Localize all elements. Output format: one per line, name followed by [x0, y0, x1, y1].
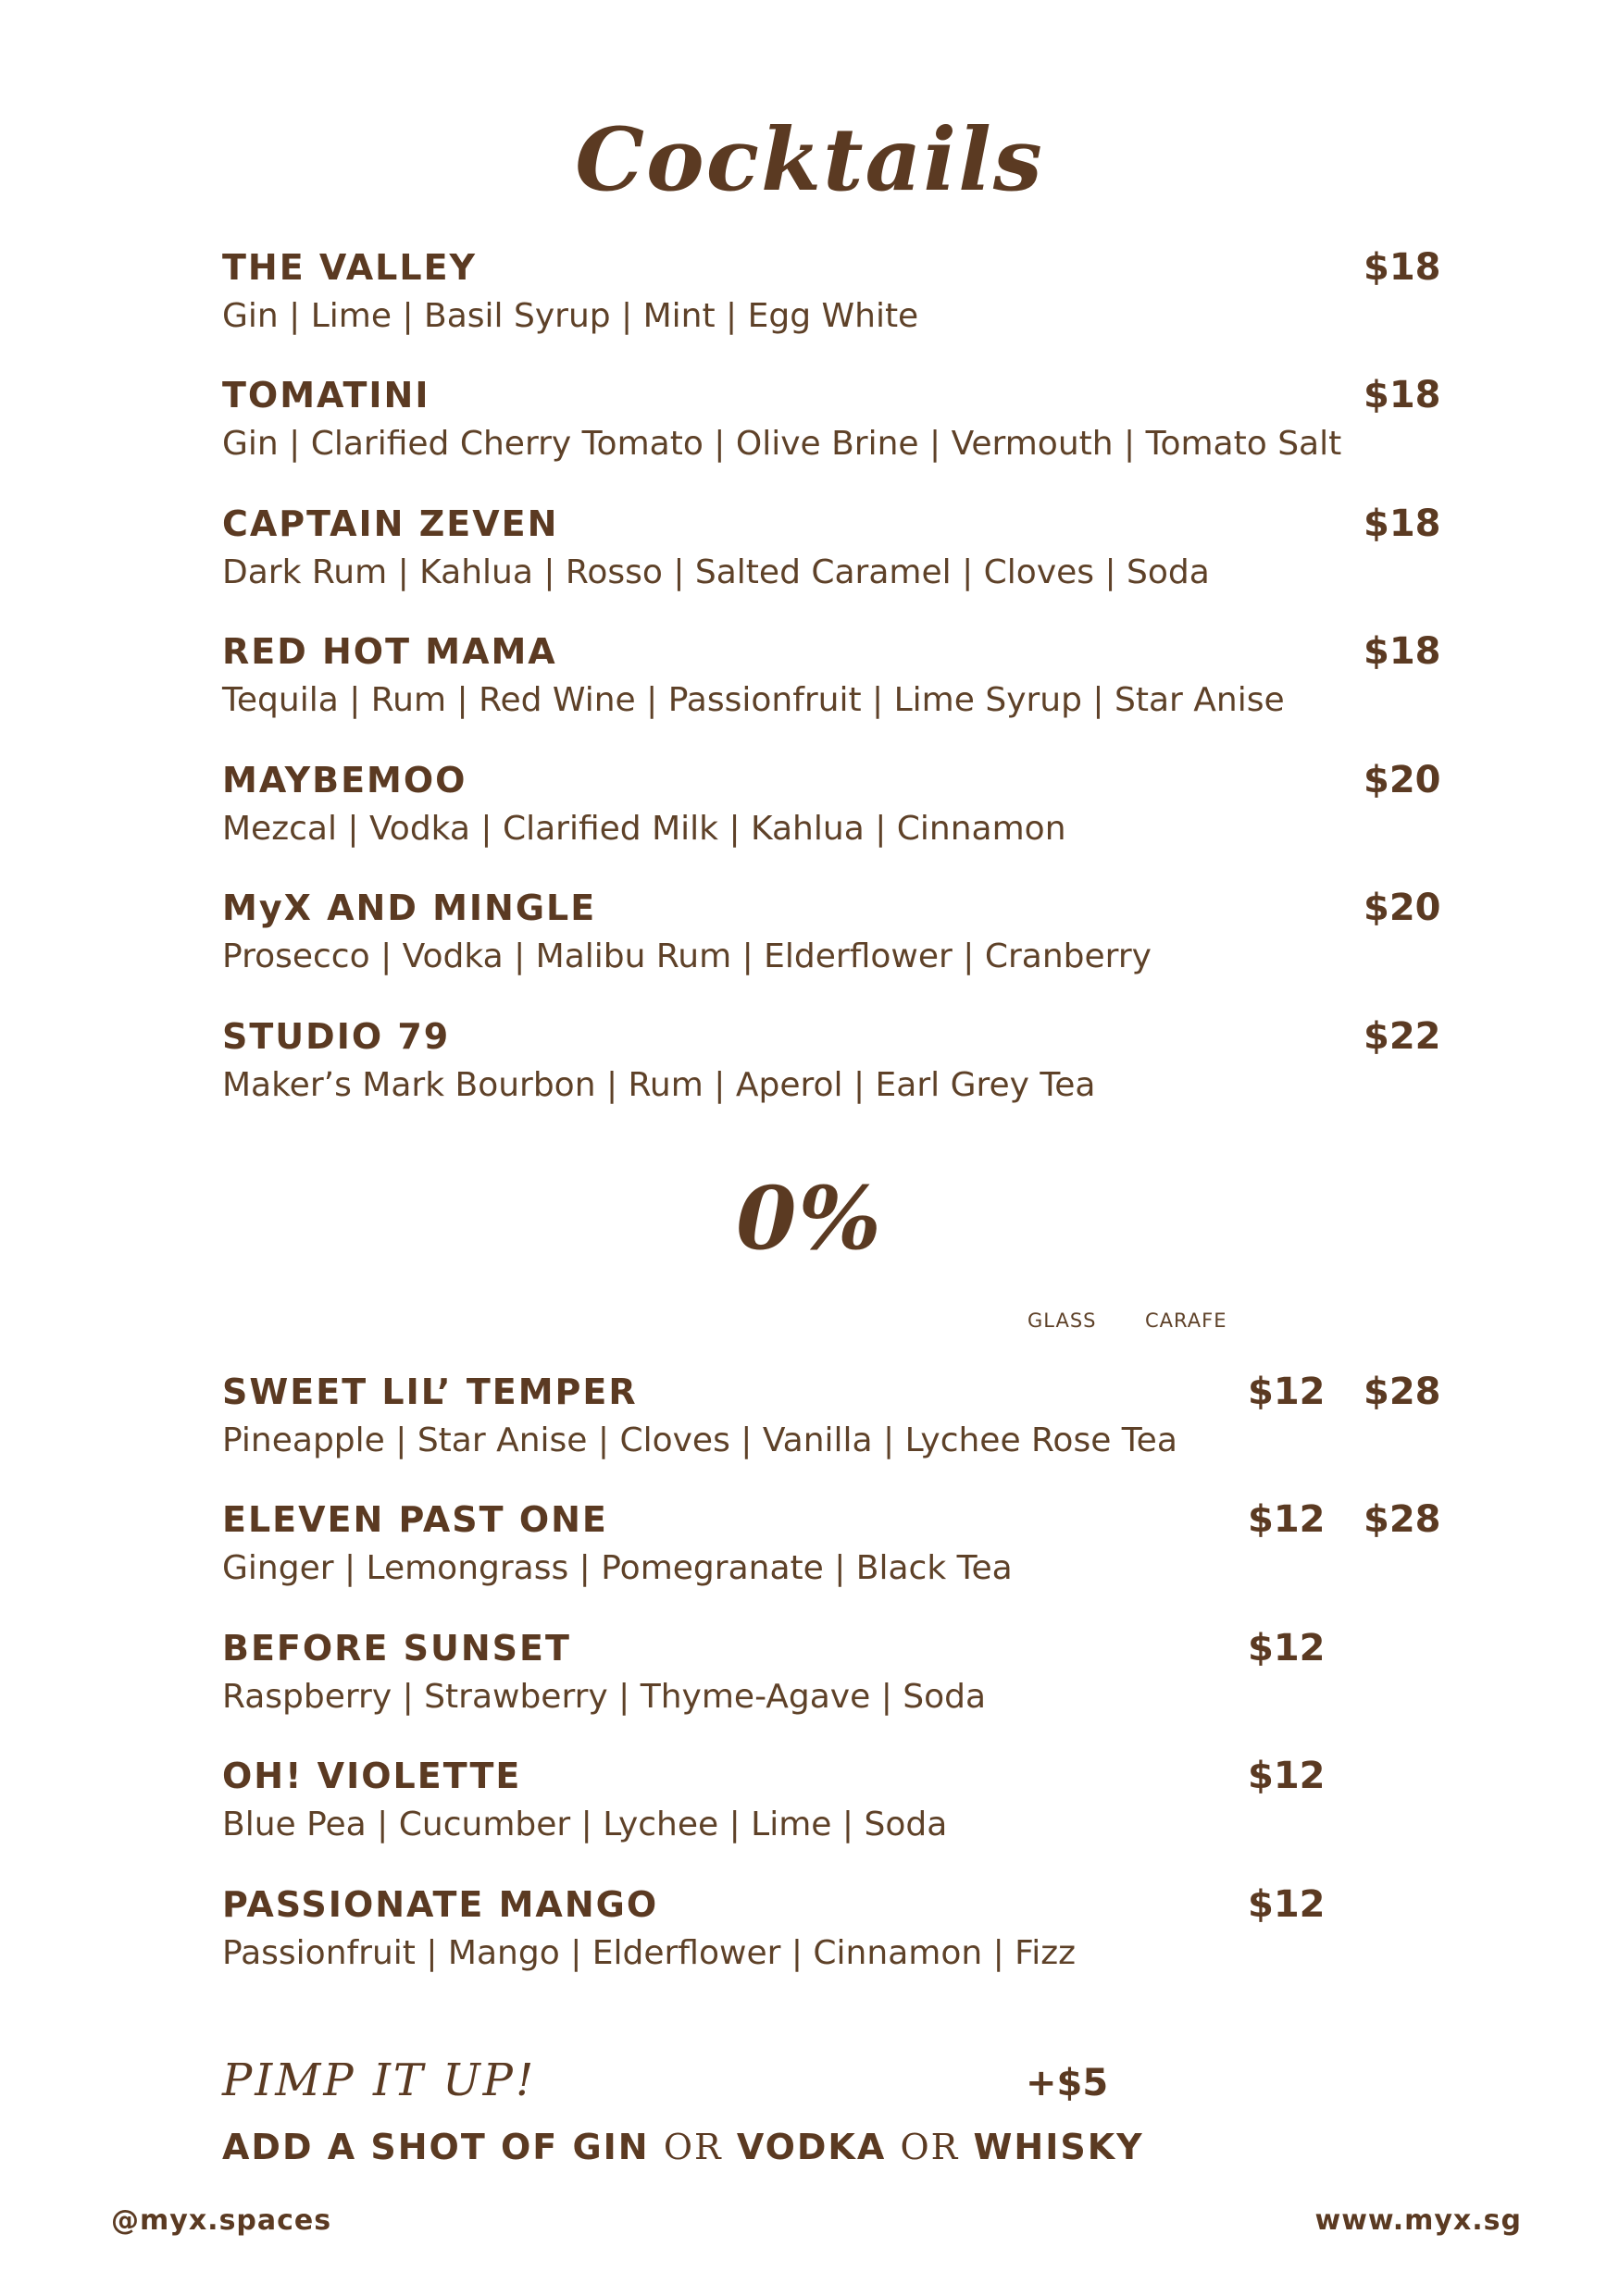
item-name: BEFORE SUNSET: [222, 1628, 571, 1669]
item-price: $18: [1364, 374, 1441, 416]
cocktail-item: [222, 245, 1444, 356]
cocktail-item: [222, 502, 1444, 613]
cocktail-item: [222, 373, 1444, 484]
pimp-desc-part: VODKA: [722, 2127, 901, 2167]
zero-item: [222, 1882, 1444, 1993]
item-desc: Ginger | Lemongrass | Pomegranate | Black Tea: [222, 1549, 1013, 1587]
item-name: THE VALLEY: [222, 247, 478, 288]
cocktail-item: [222, 758, 1444, 869]
zero-item: [222, 1370, 1444, 1481]
zero-item: [222, 1754, 1444, 1865]
carafe-price: $28: [1364, 1498, 1441, 1541]
item-price: $18: [1364, 246, 1441, 289]
or-word: OR: [900, 2127, 960, 2167]
item-name: SWEET LIL’ TEMPER: [222, 1371, 638, 1412]
zero-item: [222, 1626, 1444, 1737]
cocktail-item: [222, 1014, 1444, 1125]
item-price: $18: [1364, 630, 1441, 673]
item-desc: Tequila | Rum | Red Wine | Passionfruit | Lime Syrup | Star Anise: [222, 681, 1285, 719]
item-desc: Passionfruit | Mango | Elderflower | Cinnamon | Fizz: [222, 1934, 1077, 1972]
or-word: OR: [663, 2127, 723, 2167]
carafe-price: $28: [1364, 1371, 1441, 1413]
item-name: TOMATINI: [222, 375, 430, 416]
glass-price: $12: [1248, 1755, 1326, 1797]
pimp-it-up-title: PIMP IT UP!: [222, 2054, 537, 2106]
glass-price: $12: [1248, 1371, 1326, 1413]
item-price: $18: [1364, 503, 1441, 545]
item-name: PASSIONATE MANGO: [222, 1884, 659, 1925]
item-desc: Maker’s Mark Bourbon | Rum | Aperol | Earl Grey Tea: [222, 1066, 1096, 1104]
glass-price: $12: [1248, 1498, 1326, 1541]
instagram-handle: @myx.spaces: [111, 2204, 332, 2237]
glass-price: $12: [1248, 1627, 1326, 1669]
item-desc: Pineapple | Star Anise | Cloves | Vanilla | Lychee Rose Tea: [222, 1421, 1177, 1459]
carafe-column-header: CARAFE: [1145, 1309, 1227, 1332]
item-name: OH! VIOLETTE: [222, 1756, 522, 1796]
pimp-it-up-price: +$5: [1026, 2062, 1109, 2104]
item-desc: Prosecco | Vodka | Malibu Rum | Elderflower | Cranberry: [222, 937, 1152, 975]
zero-proof-title: 0%: [736, 1168, 883, 1270]
item-desc: Mezcal | Vodka | Clarified Milk | Kahlua | Cinnamon: [222, 810, 1066, 848]
pimp-desc-part: ADD A SHOT OF GIN: [222, 2127, 664, 2167]
item-name: RED HOT MAMA: [222, 631, 557, 672]
item-name: CAPTAIN ZEVEN: [222, 503, 559, 544]
glass-column-header: GLASS: [1027, 1309, 1097, 1332]
cocktail-item: [222, 886, 1444, 997]
zero-item: [222, 1497, 1444, 1608]
cocktail-item: [222, 629, 1444, 740]
item-name: STUDIO 79: [222, 1016, 451, 1057]
pimp-it-up-desc: [222, 2127, 1144, 2167]
item-name: ELEVEN PAST ONE: [222, 1499, 608, 1540]
item-desc: Blue Pea | Cucumber | Lychee | Lime | Soda: [222, 1806, 948, 1843]
item-desc: Gin | Clarified Cherry Tomato | Olive Brine | Vermouth | Tomato Salt: [222, 425, 1342, 463]
item-name: MyX AND MINGLE: [222, 887, 597, 928]
item-price: $20: [1364, 759, 1441, 801]
item-desc: Dark Rum | Kahlua | Rosso | Salted Caramel | Cloves | Soda: [222, 553, 1210, 591]
item-price: $22: [1364, 1015, 1441, 1058]
item-price: $20: [1364, 887, 1441, 929]
item-desc: Gin | Lime | Basil Syrup | Mint | Egg White: [222, 297, 919, 335]
pimp-desc-part: WHISKY: [959, 2127, 1144, 2167]
item-desc: Raspberry | Strawberry | Thyme-Agave | Soda: [222, 1678, 987, 1716]
item-name: MAYBEMOO: [222, 760, 467, 800]
glass-price: $12: [1248, 1883, 1326, 1926]
cocktails-title: Cocktails: [575, 109, 1044, 211]
website-url: www.myx.sg: [1314, 2204, 1522, 2237]
